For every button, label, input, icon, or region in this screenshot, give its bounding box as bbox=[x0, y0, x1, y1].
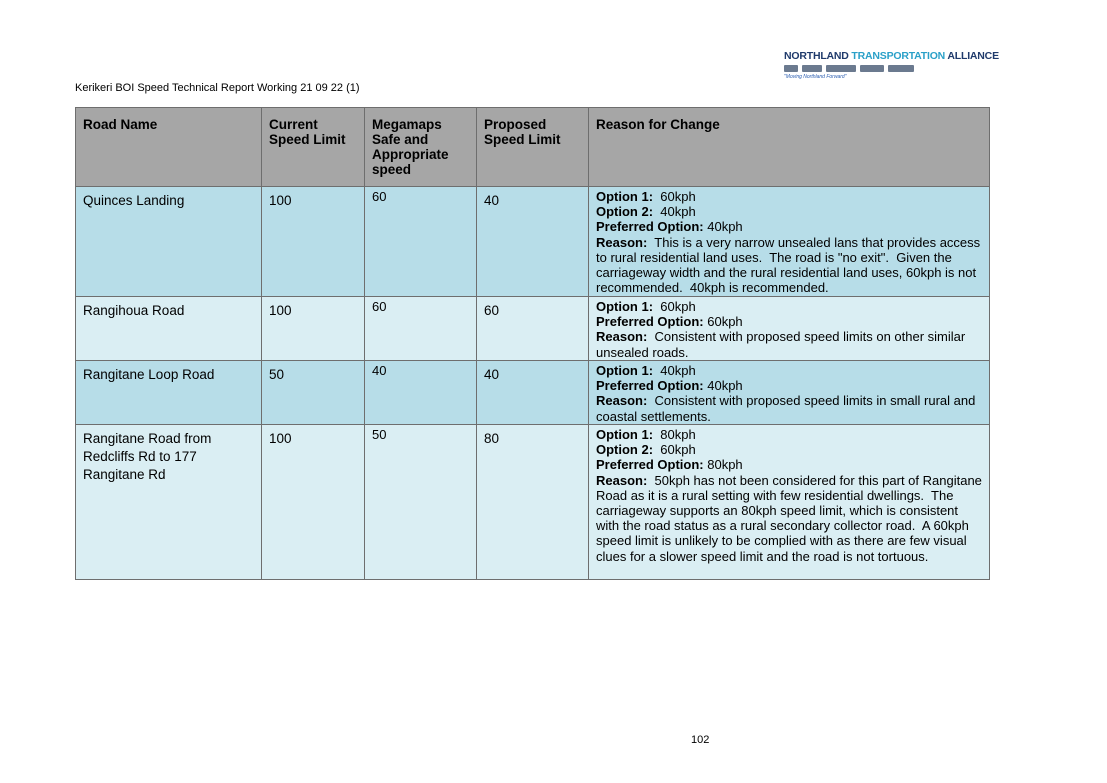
proposed-speed-cell: 80 bbox=[477, 425, 589, 580]
table-row bbox=[76, 187, 990, 297]
current-speed-cell: 100 bbox=[262, 187, 365, 297]
reason-cell: Option 1: 60kph Preferred Option: 60kph Reason: Consistent with proposed speed limits on other similar unsealed roads. bbox=[589, 297, 990, 361]
logo-wordmark: NORTHLAND TRANSPORTATION ALLIANCE bbox=[784, 50, 999, 62]
logo-tagline: "Moving Northland Forward" bbox=[784, 74, 847, 80]
proposed-speed-cell: 40 bbox=[477, 361, 589, 425]
road-name-cell: Rangitane Road from Redcliffs Rd to 177 Rangitane Rd bbox=[76, 425, 262, 580]
reason-cell: Option 1: 40kph Preferred Option: 40kph Reason: Consistent with proposed speed limits in small rural and coastal settlements. bbox=[589, 361, 990, 425]
header-proposed-speed: Proposed Speed Limit bbox=[477, 108, 589, 187]
current-speed-cell: 100 bbox=[262, 297, 365, 361]
megamaps-speed-cell: 40 bbox=[365, 361, 477, 425]
speed-limit-table bbox=[75, 107, 990, 580]
current-speed-cell: 50 bbox=[262, 361, 365, 425]
header-road-name: Road Name bbox=[76, 108, 262, 187]
header-megamaps-speed: Megamaps Safe and Appropriate speed bbox=[365, 108, 477, 187]
partner-logos bbox=[784, 64, 952, 73]
table-header-row bbox=[76, 108, 990, 187]
table-row bbox=[76, 425, 990, 580]
road-name-cell: Rangitane Loop Road bbox=[76, 361, 262, 425]
header-current-speed: Current Speed Limit bbox=[262, 108, 365, 187]
document-title: Kerikeri BOI Speed Technical Report Working 21 09 22 (1) bbox=[75, 82, 360, 94]
megamaps-speed-cell: 60 bbox=[365, 187, 477, 297]
table-row bbox=[76, 297, 990, 361]
megamaps-speed-cell: 50 bbox=[365, 425, 477, 580]
proposed-speed-cell: 40 bbox=[477, 187, 589, 297]
page-number: 102 bbox=[691, 734, 710, 746]
reason-cell: Option 1: 80kph Option 2: 60kph Preferred Option: 80kph Reason: 50kph has not been considered for this part of Rangitane Road as it is a rural setting with few residential dwellings. The carriageway supports an 80kph speed limit, which is consistent with the road status as a rural secondary collector road. A 60kph speed limit is unlikely to be complied with as there are few visual clues for a slower speed limit and the road is not tortuous. bbox=[589, 425, 990, 580]
header-reason: Reason for Change bbox=[589, 108, 990, 187]
megamaps-speed-cell: 60 bbox=[365, 297, 477, 361]
proposed-speed-cell: 60 bbox=[477, 297, 589, 361]
road-name-cell: Quinces Landing bbox=[76, 187, 262, 297]
table-row bbox=[76, 361, 990, 425]
reason-cell: Option 1: 60kph Option 2: 40kph Preferred Option: 40kph Reason: This is a very narrow unsealed lans that provides access to rural residential land uses. The road is "no exit". Given the carriageway width and the rural residential land uses, 60kph is not recommended. 40kph is recommended. bbox=[589, 187, 990, 297]
current-speed-cell: 100 bbox=[262, 425, 365, 580]
road-name-cell: Rangihoua Road bbox=[76, 297, 262, 361]
nta-logo bbox=[784, 50, 999, 82]
